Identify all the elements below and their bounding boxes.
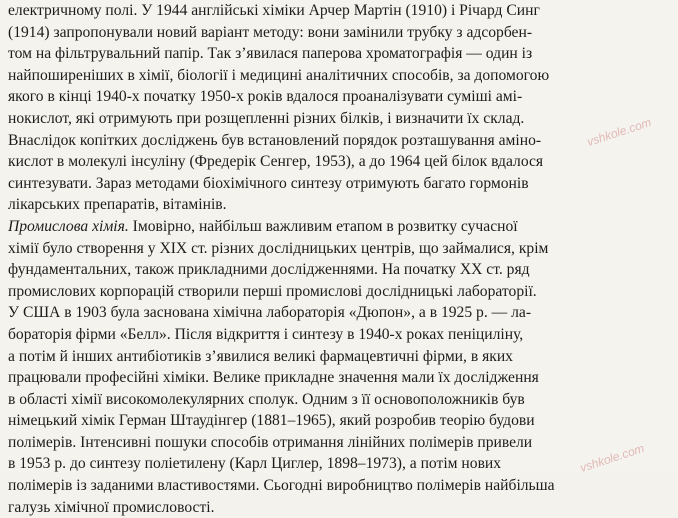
text-line: лікарських препаратів, вітамінів. [8,196,227,214]
text-line: кислот в молекулі інсуліну (Фредерік Сенгер, 1953), а до 1964 цей білок вдалося [8,153,544,171]
text-line: а потім й інших антибіотиків з’явилися великі фармацевтичні фірми, в яких [8,347,513,365]
text-line: хімії було створення у XIX ст. різних дослідницьких центрів, що займалися, крім [8,239,549,257]
text-fragment: Імовірно, найбільш важливим етапом в розвитку сучасної [128,217,518,235]
text-line: промислових корпорацій створили перші промислові дослідницькі лабораторії. [8,282,537,300]
text-line: німецький хімік Герман Штаудінгер (1881–1965), який розробив теорію будови [8,412,535,430]
text-line: найпоширеніших в хімії, біології і медицині аналітичних способів, за допомогою [8,66,550,84]
text-line: Внаслідок копітких досліджень був встановлений порядок розташування аміно- [8,131,542,149]
section-heading: Промислова хімія. [8,217,129,235]
page-edge-fade [674,0,678,473]
text-line: том на фільтрувальний папір. Так з’явилася паперова хроматографія — один із [8,45,533,63]
text-line: полімерів. Інтенсивні пошуки способів отримання лінійних полімерів привели [8,433,533,451]
text-line: галузь хімічної промисловості. [8,498,215,516]
text-line: фундаментальних, також прикладними дослідженнями. На початку XX ст. ряд [8,261,530,279]
text-line: нокислот, які отримують при розщепленні різних білків, і визначити їх склад. [8,109,525,127]
paragraph-chromatography [8,0,670,216]
watermark-top: vshkole.com [585,115,653,150]
text-line: (1914) запропонували новий варіант методу: вони замінили трубку з адсорбен- [8,23,533,41]
text-line: електричному полі. У 1944 англійські хіміки Арчер Мартін (1910) і Річард Синг [8,2,540,19]
text-line: У США в 1903 була заснована хімічна лабораторія «Дюпон», а в 1925 р. — ла- [8,304,532,322]
text-line: бораторія фірми «Белл». Після відкриття і синтезу в 1940-х роках пеніциліну, [8,325,524,343]
text-block [8,0,670,518]
watermark-bottom: vshkole.com [578,441,646,476]
text-line: синтезувати. Зараз методами біохімічного синтезу отримують багато гормонів [8,174,529,192]
text-line: в області хімії високомолекулярних сполук. Одним з її основоположників був [8,390,525,408]
text-line: в 1953 р. до синтезу поліетилену (Карл Циглер, 1898–1973), а потім нових [8,455,502,473]
text-line: полімерів із заданими властивостями. Сьогодні виробництво полімерів найбільша [8,477,555,495]
paragraph-industrial-chemistry [8,216,670,518]
text-line: якого в кінці 1940-х початку 1950-х років вдалося проаналізувати суміші амі- [8,88,523,106]
paragraph-first-line [8,216,670,238]
text-line: працювали професійні хіміки. Велике прикладне значення мали їх дослідження [8,369,539,387]
